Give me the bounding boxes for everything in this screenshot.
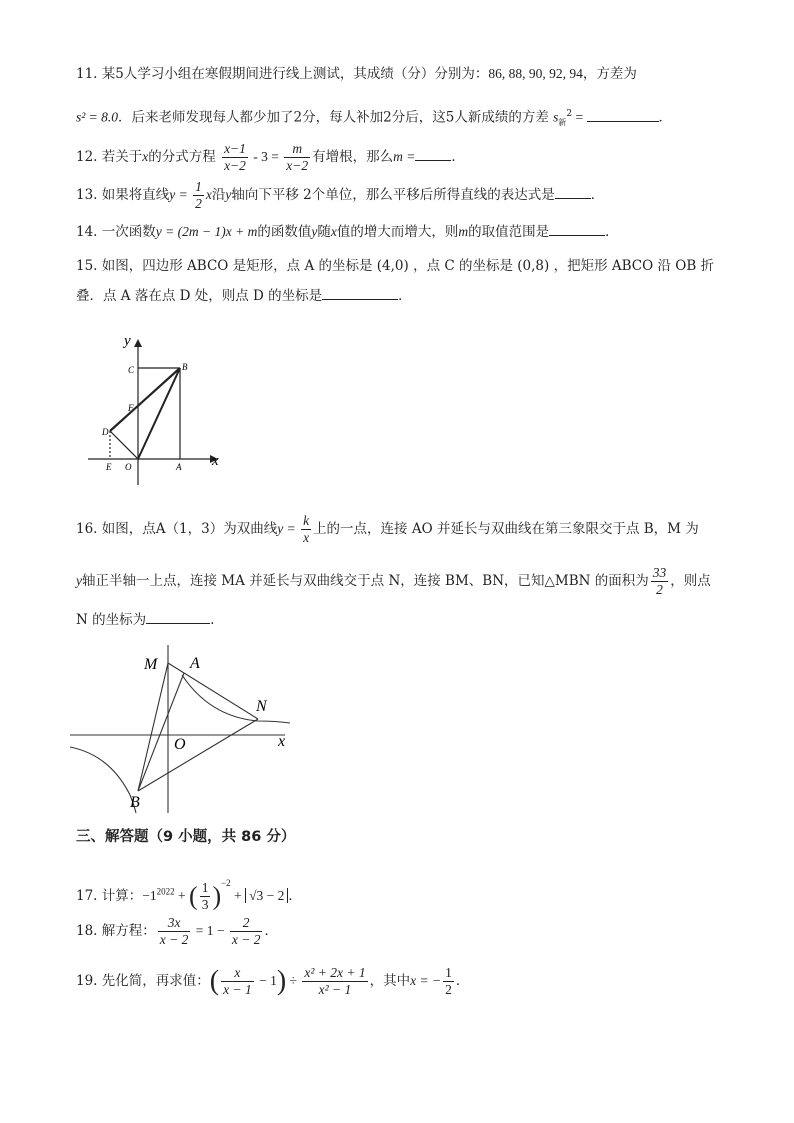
q13-text: 如果将直线 [101, 187, 170, 203]
q11-new-var-sub: 新 [558, 118, 567, 128]
q15-label-x: x [212, 453, 219, 469]
q18-number: 18. [76, 923, 102, 939]
q12-line: 12. 若关于x的分式方程 $\frac{x-1}{x-2}$ - 3 = $\frac{m}{x-2}$ 有增根，那么m = ． [76, 141, 465, 173]
svg-text:D: D [102, 427, 109, 437]
q16-area-frac: $\frac{33}{2}$ [652, 565, 667, 597]
q17-number: 17. [76, 888, 102, 904]
q13-yeq: y = [169, 187, 192, 202]
q12-frac2: $\frac{m}{x-2}$ [286, 141, 309, 173]
q14-line: 14. 一次函数y = (2m − 1)x + m的函数值y随x值的增大而增大，则m的取值范围是 ． [76, 224, 619, 240]
q16-figure [70, 645, 300, 815]
q12-minus3: - 3 = [249, 149, 283, 164]
q13-answer-blank[interactable] [555, 186, 591, 199]
q16-line1: 16. 如图，点A（1，3）为双曲线y = $\frac{k}{x}$ 上的一点，连接 AO 并延长与双曲线在第三象限交于点 B，M 为 [76, 513, 699, 545]
q12-text-b: 的分式方程 [148, 149, 216, 165]
q11-variance: s² = 8.0 [76, 109, 119, 125]
q11-new-var: s [553, 109, 559, 125]
q14-number: 14. [76, 224, 102, 240]
q15-text: 如图，四边形 ABCO 是矩形，点 A 的坐标是 (4,0) ，点 C 的坐标是 (0,8) ，把矩形 ABCO 沿 OB 折 [101, 258, 715, 274]
svg-text:B: B [130, 794, 140, 811]
svg-text:B: B [182, 362, 188, 372]
q19-line: 19. 先化简，再求值：( $\frac{x}{x - 1}$ − 1) ÷ $\frac{\text{x² + 2x + 1}}{\text{x² − 1}}$ ，其中x = − $\frac{1}{2}$ ． [76, 965, 470, 997]
svg-text:x: x [278, 733, 286, 750]
section-3-heading: 三、解答题（9 小题，共 86 分） [76, 829, 296, 845]
q16-number: 16. [76, 521, 102, 537]
q12-var: x [142, 149, 149, 164]
q11-eq: = [572, 109, 587, 125]
svg-text:O: O [125, 462, 132, 472]
q12-frac1: $\frac{x-1}{x-2}$ [224, 141, 246, 173]
svg-text:M: M [144, 656, 158, 673]
q11-new-var-sup: 2 [566, 109, 573, 119]
q15-line2: 叠．点 A 落在点 D 处，则点 D 的坐标是 ． [76, 288, 412, 304]
q11-line1 [76, 64, 637, 84]
svg-text:A: A [190, 655, 200, 672]
q14-answer-blank[interactable] [549, 223, 605, 236]
q15-label-y: y [124, 333, 131, 349]
svg-text:O: O [174, 736, 186, 753]
q15-number: 15. [76, 258, 102, 274]
q11-answer-blank[interactable] [587, 109, 659, 122]
q11-text: 某5人学习小组在寒假期间进行线上测试，其成绩（分）分别为： [101, 66, 489, 82]
svg-text:N: N [256, 698, 267, 715]
q15-figure [80, 325, 230, 490]
q17-line: 17. 计算：$-1^{2022}$ + ( $\frac{1}{3}$ )$^{-2}$ + √3 − 2 ． [76, 878, 302, 912]
q12-number: 12. [76, 149, 102, 165]
q12-text: 若关于 [101, 149, 143, 165]
q11-text-b: ，方差为 [582, 66, 637, 82]
q16-line3: N 的坐标为 . [76, 612, 215, 628]
q11-number: 11. [76, 66, 102, 82]
q14-func: y = (2m − 1)x + m [155, 224, 258, 239]
q12-text-c: 有增根，那么 [312, 149, 394, 165]
q16-line2: y轴正半轴一上点，连接 MA 并延长与双曲线交于点 N，连接 BM、BN，已知△MBN 的面积为 $\frac{33}{2}$ ，则点 [76, 565, 711, 597]
q13-number: 13. [76, 187, 102, 203]
svg-text:C: C [128, 365, 135, 375]
q11-text-c: ．后来老师发现每人都少加了2分，每人补加2分后，这5人新成绩的方差 [118, 109, 549, 126]
q13-line: 13. 如果将直线y = $\frac{1}{2}$ x沿y轴向下平移 2个单位，那么平移后所得直线的表达式是 ． [76, 179, 605, 211]
q12-answer-blank[interactable] [415, 148, 451, 161]
q15-answer-blank[interactable] [322, 287, 398, 300]
q18-line: 18. 解方程： $\frac{3x}{x - 2}$ = 1 − $\frac{2}{x - 2}$ ． [76, 915, 278, 947]
q11-scores: 86, 88, 90, 92, 94 [488, 66, 583, 81]
q13-frac: $\frac{1}{2}$ [195, 179, 202, 211]
svg-text:A: A [176, 462, 182, 472]
q11-line2: s² = 8.0．后来老师发现每人都少加了2分，每人补加2分后，这5人新成绩的方差 $s_新^2$ = ． [76, 109, 672, 128]
svg-text:E: E [106, 462, 112, 472]
svg-text:F: F [128, 403, 134, 413]
q12-m: m = [393, 149, 416, 164]
q16-frac: $\frac{k}{x}$ [303, 513, 310, 545]
q15-line1 [76, 256, 714, 276]
q19-number: 19. [76, 973, 102, 989]
q16-answer-blank[interactable] [146, 611, 210, 624]
q13-text-c: 轴向下平移 2个单位，那么平移后所得直线的表达式是 [231, 187, 555, 203]
